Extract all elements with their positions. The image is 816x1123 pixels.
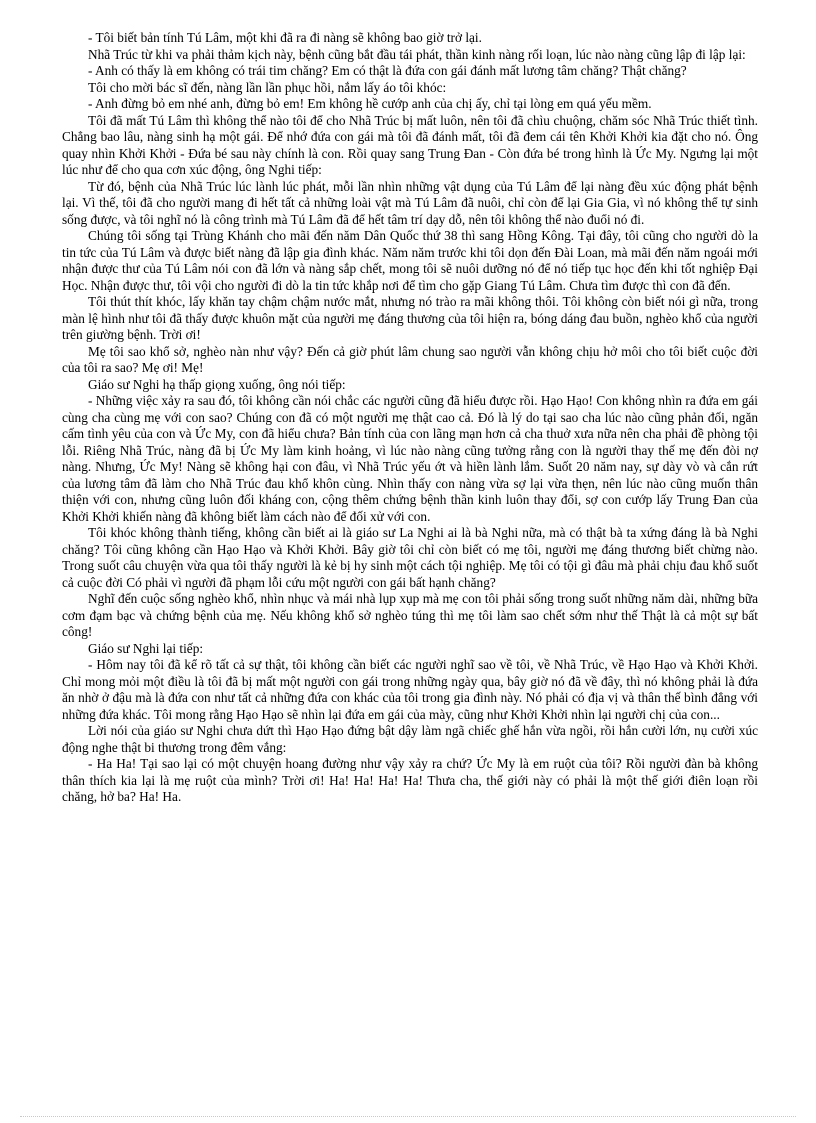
paragraph: Nhã Trúc từ khi va phải thảm kịch này, bệnh cũng bắt đầu tái phát, thần kinh nàng rối loạn, lúc nào nàng cũng lập đi lập lại: <box>88 46 746 62</box>
paragraph: - Ha Ha! Tại sao lại có một chuyện hoang đường như vậy xảy ra chứ? Ức My là em ruột của tôi? Rồi người đàn bà không thân thích kia lại là mẹ ruột của mình? Trời ơi! Ha! Ha! Ha! Ha! Thưa cha, thế giới này có phải là một thế giới điên loạn rồi chăng, hở ba? Ha! Ha. <box>62 756 758 804</box>
paragraph: Nghĩ đến cuộc sống nghèo khổ, nhìn nhục và mái nhà lụp xụp mà mẹ con tôi phải sống trong suốt những năm dài, những bữa cơm đạm bạc và chứng bệnh của mẹ. Nếu không khổ sở nghèo túng thì mẹ tôi làm sao chết sớm như thế Thật là cả một sự bất công! <box>62 591 758 639</box>
paragraph: Từ đó, bệnh của Nhã Trúc lúc lành lúc phát, mỗi lần nhìn những vật dụng của Tú Lâm để lại nàng đều xúc động phát bệnh lại. Vì thế, tôi đã cho người mang đi hết tất cả những loài vật mà Tú Lâm đã nuôi, chỉ còn để lại Gia Gia, vì nó không thể tự sinh sống được, và tôi nghĩ nó là công trình mà Tú Lâm đã để hết tâm trí dạy dỗ, nên tôi không thể nào đuổi nó đi. <box>62 178 758 227</box>
paragraph: Lời nói của giáo sư Nghi chưa dứt thì Hạo Hạo đứng bật dậy làm ngã chiếc ghế hắn vừa ngồi, rồi hắn cười lớn, nụ cười xúc động nghe thật bi thương trong đêm vắng: <box>62 723 758 755</box>
document-page <box>62 30 758 806</box>
paragraph: Tôi thút thít khóc, lấy khăn tay chậm chậm nước mắt, nhưng nó trào ra mãi không thôi. Tôi không còn biết nói gì nữa, trong màn lệ hình như tôi đã thấy được khuôn mặt của người mẹ đáng thương của tôi hiện ra, bóng dáng đau buồn, nghèo khổ của người trên giường bệnh. Trời ơi! <box>62 294 758 342</box>
paragraph: - Hôm nay tôi đã kể rõ tất cả sự thật, tôi không cần biết các người nghĩ sao về tôi, về Nhã Trúc, về Hạo Hạo và Khởi Khởi. Chỉ mong mỏi một điều là tôi đã bị mất một người con gái trong những ngày qua, bây giờ nó đã về đây, thì nó không phải là đứa ăn nhờ ở đậu mà là đứa con như tất cả những đứa con khác của tôi trong gia đình này. Nó phải có địa vị và thân thế bình đẳng với những đứa khác. Tôi mong rằng Hạo Hạo sẽ nhìn lại đứa em gái của mày, cũng như Khởi Khởi nhìn lại người chị của con... <box>62 657 758 722</box>
paragraph: Tôi khóc không thành tiếng, không cần biết ai là giáo sư La Nghi ai là bà Nghi nữa, mà có thật bà ta xứng đáng là bà Nghi chăng? Tôi cũng không cần Hạo Hạo và Khởi Khởi. Bây giờ tôi chỉ còn biết có mẹ tôi, người mẹ đáng thương biết chừng nào. Trong suốt câu chuyện vừa qua tôi thấy người là kẻ bị hy sinh một cách tội nghiệp. Mẹ tôi có tội gì đâu mà phải chịu đau khổ suốt cả cuộc đời Có phải vì người đã phạm lỗi cứu một người con gái bất hạnh chăng? <box>62 525 758 590</box>
paragraph: Giáo sư Nghi lại tiếp: <box>88 640 204 656</box>
paragraph: Giáo sư Nghi hạ thấp giọng xuống, ông nói tiếp: <box>88 376 346 392</box>
page-bottom-divider <box>20 1116 796 1117</box>
paragraph: - Anh đừng bỏ em nhé anh, đừng bỏ em! Em không hề cướp anh của chị ấy, chỉ tại lòng em quá yếu mềm. <box>88 96 652 111</box>
paragraph: Tôi cho mời bác sĩ đến, nàng lần lần phục hồi, nắm lấy áo tôi khóc: <box>88 79 447 95</box>
paragraph: Mẹ tôi sao khổ sở, nghèo nàn như vậy? Đến cả giờ phút lâm chung sao người vẫn không chịu hở môi cho tôi biết cuộc đời của tôi ra sao? Mẹ ơi! Mẹ! <box>62 343 758 375</box>
paragraph: - Anh có thấy là em không có trái tim chăng? Em có thật là đứa con gái đánh mất lương tâm chăng? Thật chăng? <box>88 63 687 78</box>
paragraph: Chúng tôi sống tại Trùng Khánh cho mãi đến năm Dân Quốc thứ 38 thì sang Hồng Kông. Tại đây, tôi cũng cho người dò la tin tức của Tú Lâm và được biết nàng đã lập gia đình khác. Năm năm trước khi tôi dọn đến Đài Loan, mà mãi đến năm ngoái mới nhận được thư của Tú Lâm nói con đã lớn và nàng sắp chết, mong tôi sẽ nuôi dưỡng nó để nó tiếp tục học đến khi tốt nghiệp Đại Học. Nhận được thư, tôi vội cho người đi dò la tin tức khắp nơi để tìm cho gặp Giang Tú Lâm. Chưa tìm được thì con đã đến. <box>62 228 758 293</box>
paragraph: - Những việc xảy ra sau đó, tôi không cần nói chắc các người cũng đã hiểu được rồi. Hạo Hạo! Con không nhìn ra đứa em gái cùng cha cùng mẹ với con sao? Chúng con đã có một người mẹ thật cao cả. Đó là lý do tại sao cha lúc nào cũng phản đối, ngăn cấm tình yêu của con và Ức My, con đã hiểu chưa? Bản tính của con lãng mạn hơn cả cha thuở xưa nữa nên cha phải đề phòng tội lỗi. Riêng Nhã Trúc, nàng đã bị Ức My làm kinh hoảng, vì lúc nào nàng cũng tưởng rằng con là người thay thế mẹ đến đòi nợ nàng. Nhưng, Ức My! Nàng sẽ không hại con đâu, vì Nhã Trúc yếu ớt và hiền lành lắm. Suốt 20 năm nay, sự dày vò và cắn rứt của lương tâm đã làm cho Nhã Trúc đau khổ khôn cùng. Nhìn thấy con nàng vừa sợ lại vừa thẹn, nên lúc nào cũng muốn thân thiện với con, nhưng cũng luôn đối kháng con, cộng thêm chứng bệnh thần kinh luôn thay đổi, sợ con cướp lấy Trung Đan của Khởi Khởi khiến nàng đã không biết làm cách nào để đối xử với con. <box>62 393 758 524</box>
paragraph: Tôi đã mất Tú Lâm thì không thể nào tôi để cho Nhã Trúc bị mất luôn, nên tôi đã chìu chuộng, chăm sóc Nhã Trúc thiết tình. Chẳng bao lâu, nàng sinh hạ một gái. Để nhớ đứa con gái mà tôi đã đánh mất, tôi đã đem cái tên Khởi Khởi kia đặt cho nó. Ông quay nhìn Khởi Khởi - Đứa bé sau này chính là con. Rồi quay sang Trung Đan - Còn đứa bé trong hình là Ức My. Ngưng lại một lúc như để cho qua cơn xúc động, ông Nghi tiếp: <box>62 112 758 177</box>
paragraph: - Tôi biết bản tính Tú Lâm, một khi đã ra đi nàng sẽ không bao giờ trở lại. <box>88 30 482 45</box>
